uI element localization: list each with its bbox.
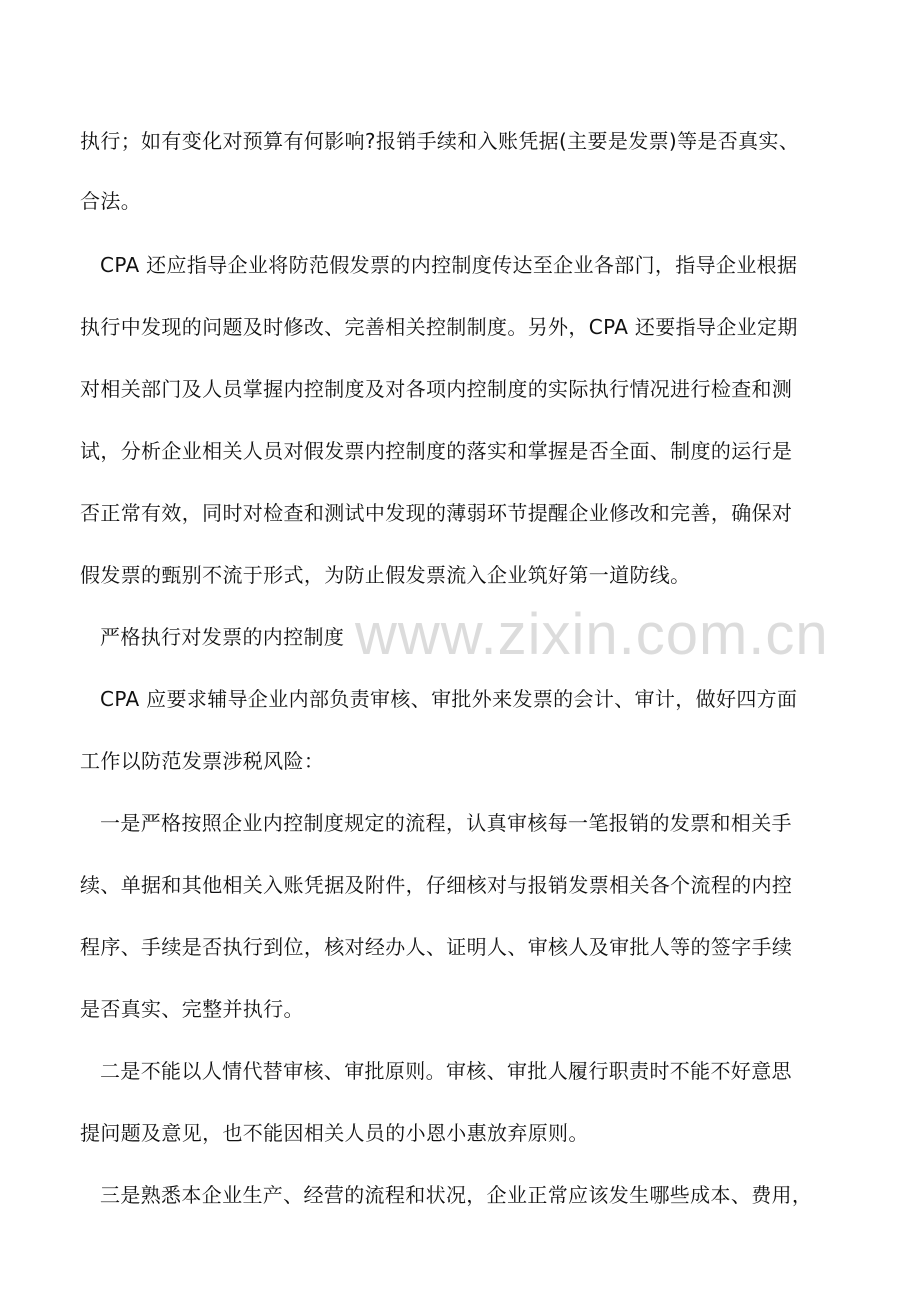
text-line: 假发票的甄别不流于形式，为防止假发票流入企业筑好第一道防线。 [80, 563, 691, 587]
text-line: 试，分析企业相关人员对假发票内控制度的落实和掌握是否全面、制度的运行是 [80, 439, 793, 463]
paragraph-start: 三是熟悉本企业生产、经营的流程和状况，企业正常应该发生哪些成本、费用， [100, 1183, 813, 1207]
text-line: 合法。 [80, 189, 142, 213]
text-line: 是否真实、完整并执行。 [80, 997, 304, 1021]
paragraph-start: CPA 应要求辅导企业内部负责审核、审批外来发票的会计、审计，做好四方面 [100, 687, 798, 711]
text-line: 否正常有效，同时对检查和测试中发现的薄弱环节提醒企业修改和完善，确保对 [80, 501, 793, 525]
section-heading: 严格执行对发票的内控制度 [100, 625, 345, 649]
text-line: 提问题及意见，也不能因相关人员的小恩小惠放弃原则。 [80, 1121, 589, 1145]
text-line: 对相关部门及人员掌握内控制度及对各项内控制度的实际执行情况进行检查和测 [80, 377, 793, 401]
text-line: 执行中发现的问题及时修改、完善相关控制制度。另外，CPA 还要指导企业定期 [80, 315, 798, 339]
paragraph-start: CPA 还应指导企业将防范假发票的内控制度传达至企业各部门，指导企业根据 [100, 253, 798, 277]
paragraph-start: 一是严格按照企业内控制度规定的流程，认真审核每一笔报销的发票和相关手 [100, 811, 792, 835]
text-line: 续、单据和其他相关入账凭据及附件，仔细核对与报销发票相关各个流程的内控 [80, 873, 793, 897]
text-line: 程序、手续是否执行到位，核对经办人、证明人、审核人及审批人等的签字手续 [80, 935, 793, 959]
text-line: 工作以防范发票涉税风险： [80, 749, 325, 773]
watermark: www.zixin.com.cn [355, 602, 829, 667]
text-line: 执行；如有变化对预算有何影响?报销手续和入账凭据(主要是发票)等是否真实、 [80, 129, 800, 153]
paragraph-start: 二是不能以人情代替审核、审批原则。审核、审批人履行职责时不能不好意思 [100, 1059, 792, 1083]
